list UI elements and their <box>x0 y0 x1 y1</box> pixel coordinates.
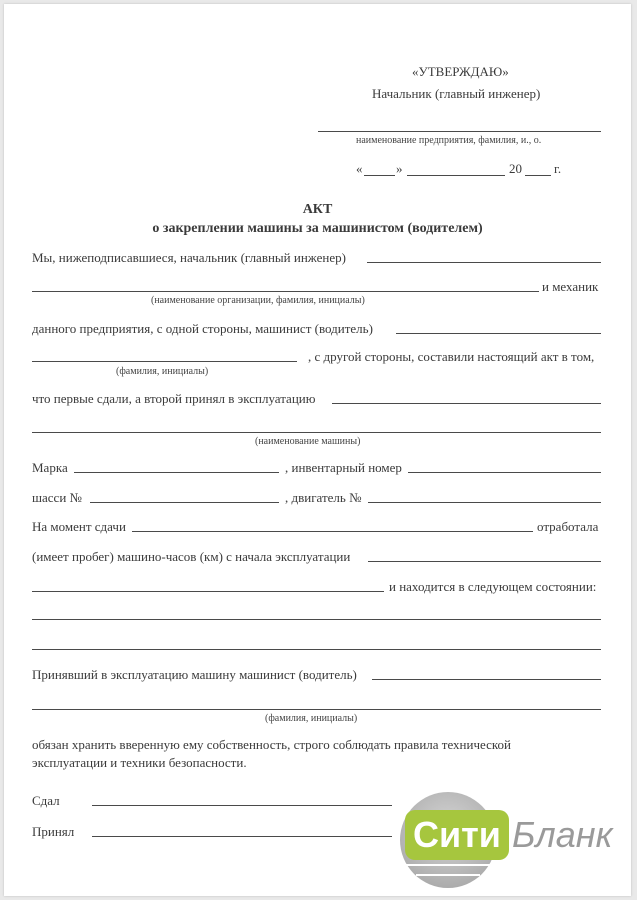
label-mileage: (имеет пробег) машино-часов (км) с начала эксплуатации <box>32 549 351 564</box>
field-chassis[interactable] <box>90 502 279 503</box>
text-line-1: Мы, нижеподписавшиеся, начальник (главный инженер) <box>32 250 346 265</box>
label-chassis: шасси № <box>32 490 82 505</box>
field-accepted-signature[interactable] <box>92 836 392 837</box>
logo-text-city: Сити <box>413 814 501 855</box>
field-accepted-driver[interactable] <box>372 679 601 680</box>
field-accepted-machine[interactable] <box>332 403 601 404</box>
label-accepted-driver: Принявший в эксплуатацию машину машинист (водитель) <box>32 667 357 682</box>
document-page <box>4 4 631 896</box>
field-driver[interactable] <box>396 333 601 334</box>
date-year-line[interactable] <box>525 175 551 176</box>
caption-fio-2: (фамилия, инициалы) <box>265 713 358 724</box>
approver-caption: наименование предприятия, фамилия, и., о. <box>356 135 542 146</box>
text-line-5: что первые сдали, а второй принял в эксплуатацию <box>32 391 316 406</box>
logo-stripe <box>416 874 480 876</box>
field-chief-engineer[interactable] <box>367 262 601 263</box>
label-inventory: , инвентарный номер <box>285 460 402 475</box>
caption-organization: (наименование организации, фамилия, инициалы) <box>151 295 365 306</box>
approve-heading: «УТВЕРЖДАЮ» <box>412 64 509 79</box>
obligation-line-2: эксплуатации и техники безопасности. <box>32 755 247 770</box>
field-driver-fio[interactable] <box>32 709 601 710</box>
label-condition: и находится в следующем состоянии: <box>389 579 597 594</box>
field-engine[interactable] <box>368 502 601 503</box>
field-moment[interactable] <box>132 531 533 532</box>
caption-fio-1: (фамилия, инициалы) <box>116 366 209 377</box>
text-mechanic: и механик <box>542 279 599 294</box>
field-machine-name[interactable] <box>32 432 601 433</box>
date-year-suffix: г. <box>554 161 562 176</box>
field-inventory[interactable] <box>408 472 601 473</box>
field-driver-name[interactable] <box>32 361 297 362</box>
date-month-line[interactable] <box>407 175 505 176</box>
logo-text-blank: Бланк <box>512 814 613 855</box>
field-brand[interactable] <box>74 472 279 473</box>
text-line-3: данного предприятия, с одной стороны, машинист (водитель) <box>32 321 373 336</box>
date-close-quote: » <box>396 161 403 176</box>
approver-line[interactable] <box>318 131 601 132</box>
field-handed-signature[interactable] <box>92 805 392 806</box>
caption-machine: (наименование машины) <box>255 436 361 447</box>
label-moment: На момент сдачи <box>32 519 126 534</box>
field-mileage-cont[interactable] <box>32 591 384 592</box>
label-handed: Сдал <box>32 793 60 808</box>
date-open-quote: « <box>356 161 363 176</box>
date-day-line[interactable] <box>364 175 395 176</box>
document-title: АКТ <box>302 202 333 217</box>
approver-position: Начальник (главный инженер) <box>372 86 541 101</box>
label-brand: Марка <box>32 460 68 475</box>
date-year-prefix: 20 <box>509 161 522 176</box>
field-organization[interactable] <box>32 291 539 292</box>
document-subtitle: о закреплении машины за машинистом (водителем) <box>152 221 483 236</box>
text-line-4: , с другой стороны, составили настоящий акт в том, <box>308 349 595 364</box>
label-accepted: Принял <box>32 824 75 839</box>
label-engine: , двигатель № <box>285 490 362 505</box>
field-condition-1[interactable] <box>32 619 601 620</box>
field-condition-2[interactable] <box>32 649 601 650</box>
label-worked: отработала <box>537 519 599 534</box>
logo-stripe <box>406 864 490 866</box>
obligation-line-1: обязан хранить вверенную ему собственность, строго соблюдать правила технической <box>32 737 511 752</box>
field-mileage[interactable] <box>368 561 601 562</box>
